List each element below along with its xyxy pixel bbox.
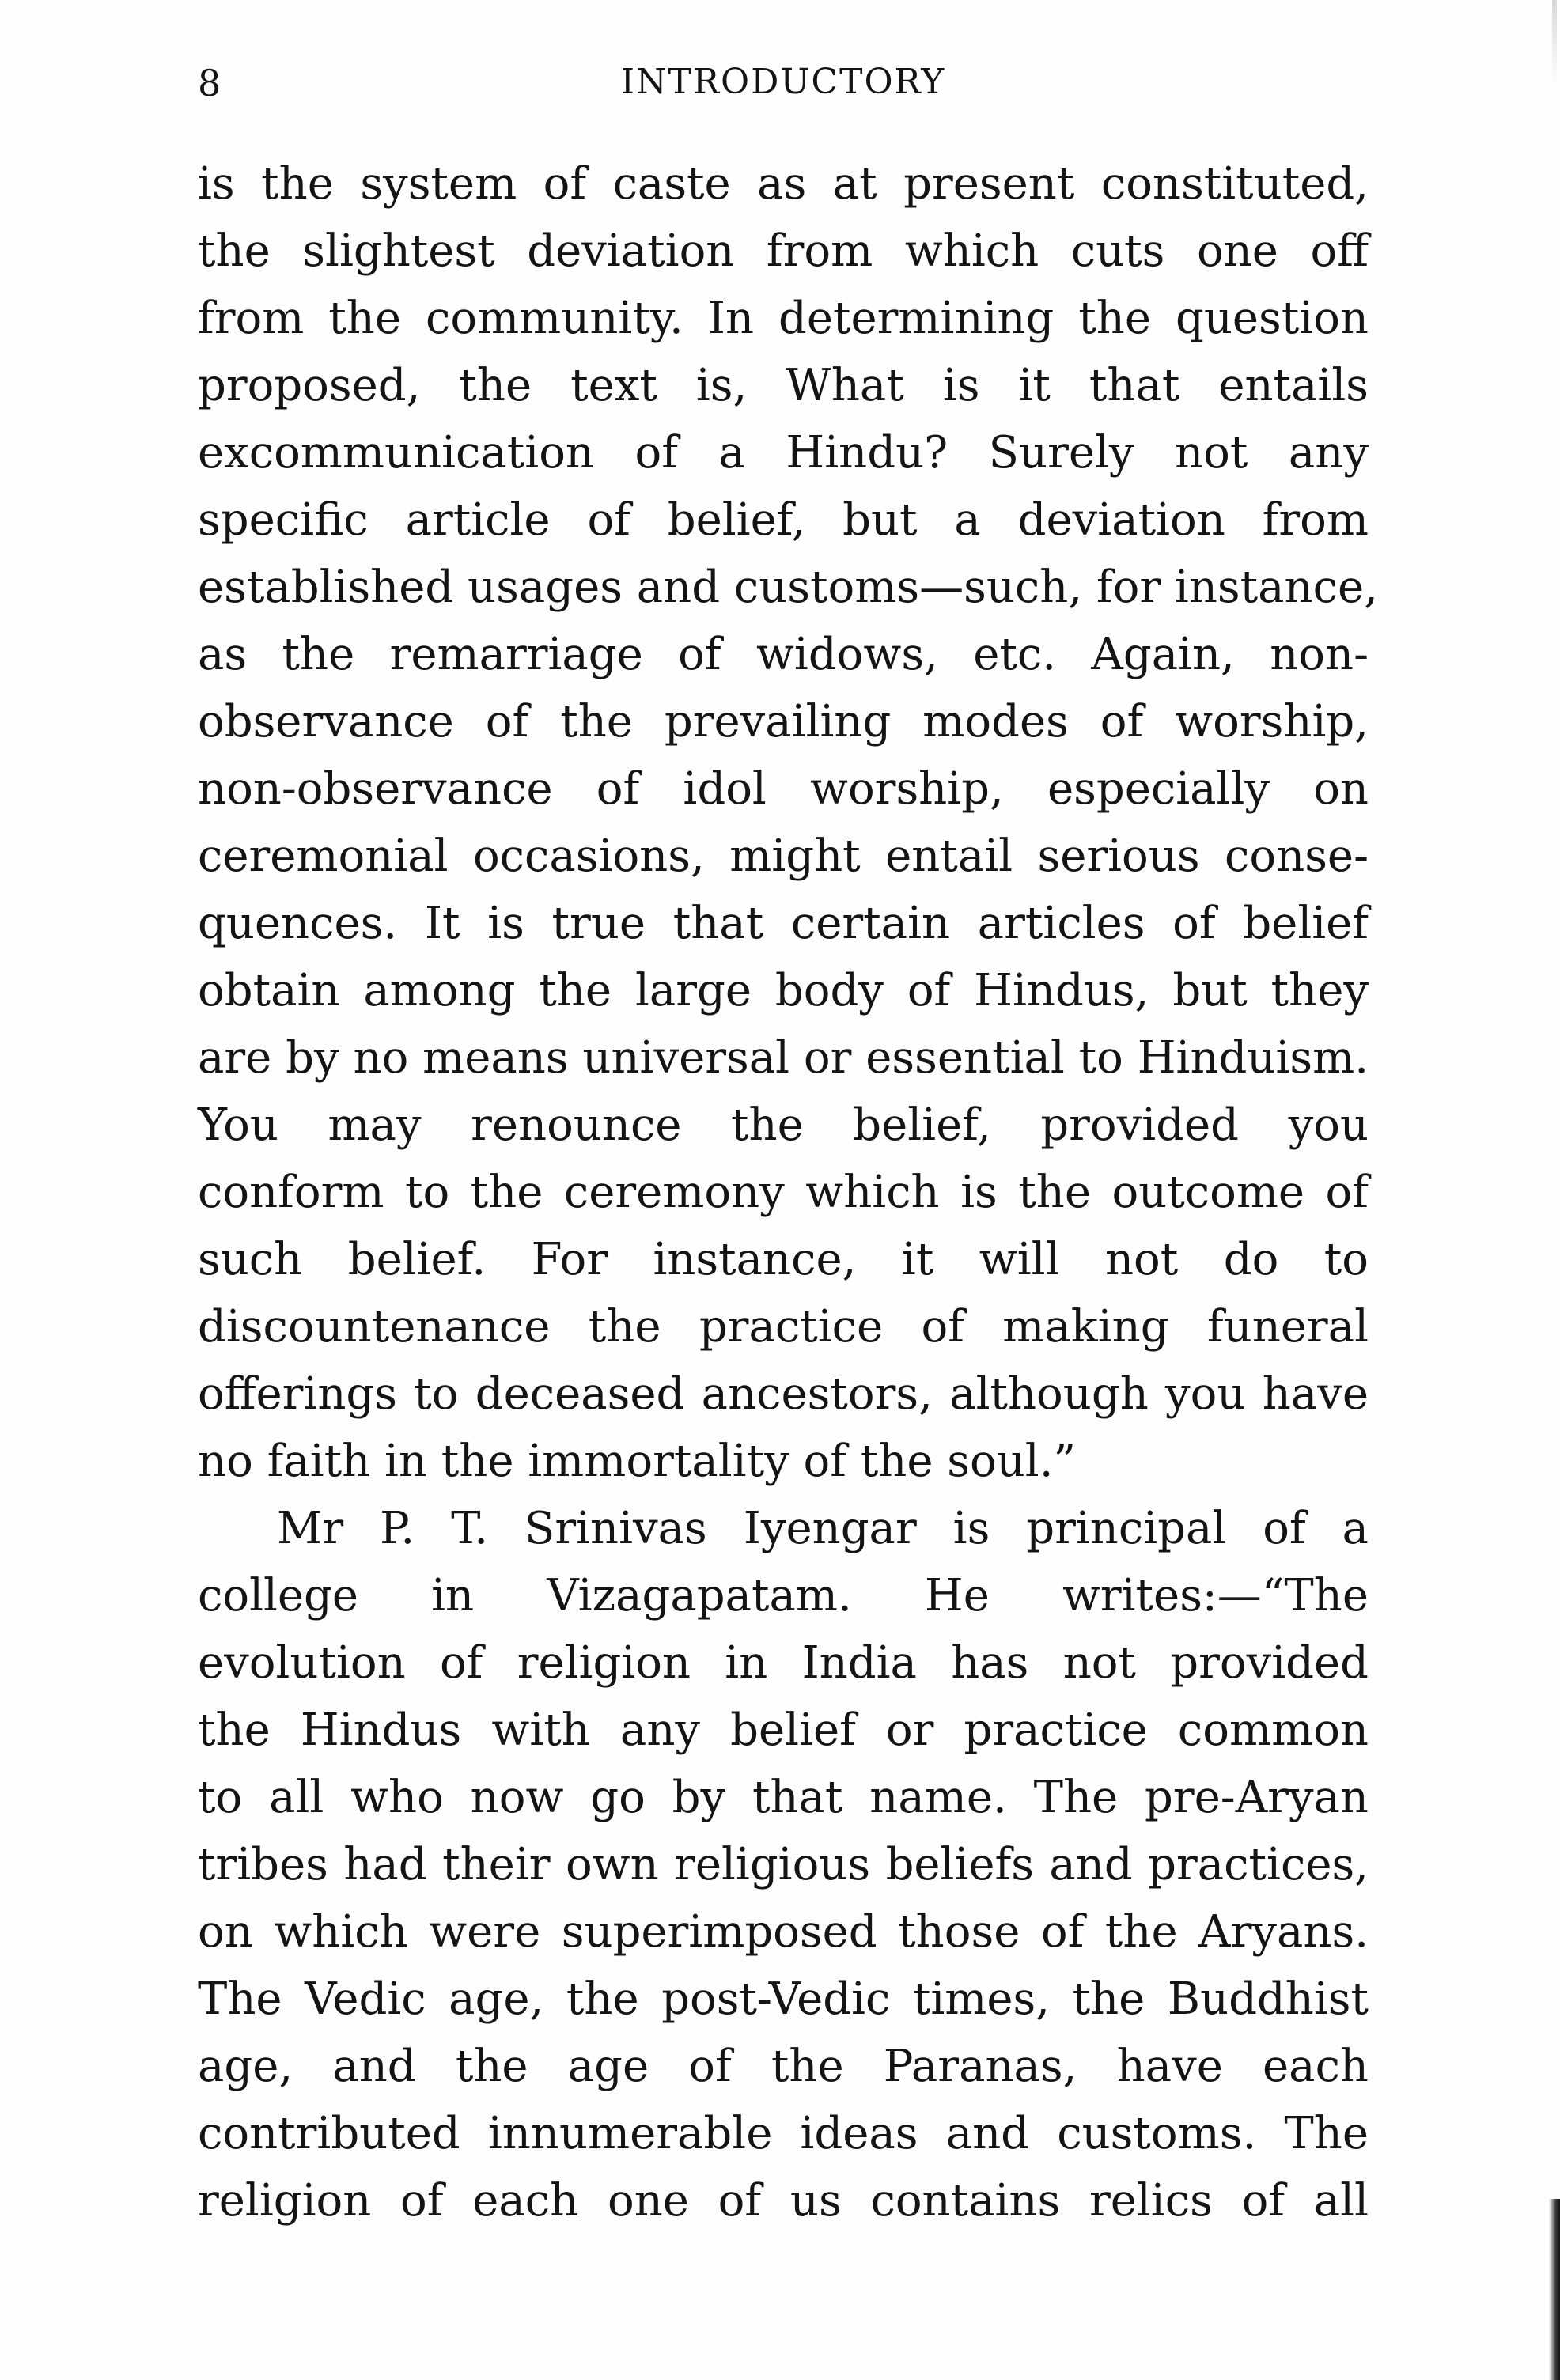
text-line: to all who now go by that name. The pre-Aryan xyxy=(198,1772,1369,1823)
text-line: established usages and customs—such, for instance, xyxy=(198,562,1378,613)
text-line: observance of the prevailing modes of worship, xyxy=(198,696,1369,747)
text-line: discountenance the practice of making funeral xyxy=(198,1301,1369,1353)
text-line: such belief. For instance, it will not do to xyxy=(198,1234,1369,1285)
page-number: 8 xyxy=(198,62,222,104)
text-line: from the community. In determining the question xyxy=(198,293,1369,344)
page-header xyxy=(198,62,1369,117)
text-line: contributed innumerable ideas and customs. The xyxy=(198,2108,1369,2159)
scan-edge-shadow xyxy=(1549,2199,1560,2380)
paragraph-iyengar xyxy=(198,1495,1369,2234)
text-line: quences. It is true that certain articles of belief xyxy=(198,898,1369,949)
text-line: excommunication of a Hindu? Surely not any xyxy=(198,427,1369,479)
text-line: ceremonial occasions, might entail serious conse- xyxy=(198,831,1369,882)
text-line: You may renounce the belief, provided you xyxy=(198,1099,1369,1151)
text-line: college in Vizagapatam. He writes:—“The xyxy=(198,1570,1369,1621)
text-line: tribes had their own religious beliefs and practices, xyxy=(198,1839,1369,1890)
text-line: specific article of belief, but a deviation from xyxy=(198,494,1369,546)
paragraph-continuation xyxy=(198,150,1378,1495)
text-line: Mr P. T. Srinivas Iyengar is principal of a xyxy=(277,1503,1369,1554)
text-line: conform to the ceremony which is the outcome of xyxy=(198,1167,1369,1218)
text-line: as the remarriage of widows, etc. Again, non- xyxy=(198,629,1369,680)
text-line: non-observance of idol worship, especially on xyxy=(198,763,1369,815)
text-line: the Hindus with any belief or practice common xyxy=(198,1705,1369,1756)
text-line: the slightest deviation from which cuts one off xyxy=(198,225,1369,277)
scan-edge-top xyxy=(1552,0,1557,87)
text-line: evolution of religion in India has not provided xyxy=(198,1637,1369,1689)
text-line: religion of each one of us contains relics of all xyxy=(198,2175,1369,2227)
text-line: age, and the age of the Paranas, have each xyxy=(198,2041,1369,2092)
text-line: offerings to deceased ancestors, although you have xyxy=(198,1368,1369,1420)
text-line: no faith in the immortality of the soul.” xyxy=(198,1436,1077,1487)
text-line: proposed, the text is, What is it that entails xyxy=(198,360,1369,411)
text-line: is the system of caste as at present constituted, xyxy=(198,158,1369,210)
body-text xyxy=(198,150,1378,2234)
running-title: INTRODUCTORY xyxy=(620,62,946,102)
text-line: on which were superimposed those of the Aryans. xyxy=(198,1906,1369,1958)
text-line: The Vedic age, the post-Vedic times, the Buddhist xyxy=(198,1973,1369,2025)
text-line: are by no means universal or essential to Hinduism. xyxy=(198,1032,1369,1084)
text-line: obtain among the large body of Hindus, but they xyxy=(198,965,1369,1016)
